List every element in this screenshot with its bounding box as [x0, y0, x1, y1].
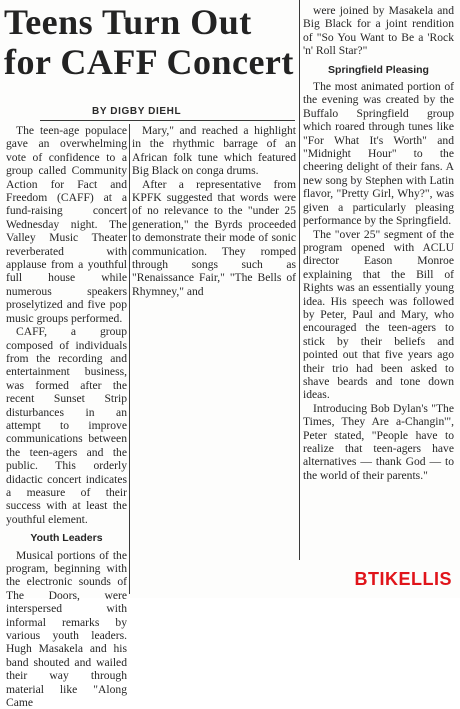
- paragraph: Mary," and reached a highlight in the rhythmic barrage of an African folk tune which featured Big Black on conga drums.: [132, 124, 296, 178]
- paragraph: Introducing Bob Dylan's "The Times, They Are a-Changin'", Peter stated, "People have to realize that teen-agers have alternatives — thank God — to the world of their parents.": [303, 401, 454, 482]
- paragraph: CAFF, a group composed of individuals from the recording and entertainment business, was formed after the recent Sunset Strip disturbances in an attempt to improve communications between the teen-agers and the public. This orderly didactic concert indicates a measure of their success with at least the youthful element.: [6, 325, 127, 526]
- paragraph: The teen-age populace gave an overwhelming vote of confidence to a group called Community Action for Fact and Freedom (CAFF) at a fund-raising concert Wednesday night. The Valley Music Theater reverberated with applause from a youthful full house while numerous speakers proselytized and five pop music groups performed.: [6, 124, 127, 325]
- paragraph: The most animated portion of the evening was created by the Buffalo Springfield group which roared through tunes like "For What It's Worth" and "Midnight Hour" to the cheering delight of their fans. A new song by Stephen with Latin flavor, "Pretty Girl, Why?", was given a particularly pleasing performance by the Springfield.: [303, 80, 454, 228]
- paragraph: were joined by Masakela and Big Black for a joint rendition of "So You Want to Be a 'Rock 'n' Roll Star?": [303, 4, 454, 58]
- headline-line-1: Teens Turn Out: [4, 2, 252, 42]
- headline-line-2: for CAFF Concert: [4, 42, 294, 82]
- headline: [4, 2, 304, 82]
- paragraph: After a representative from KPFK suggested that words were of no relevance to the "under 25 generation," the Byrds proceeded to demonstrate their mode of sonic communication. They romped through songs such as "Renaissance Fair," "The Bells of Rhymney," and: [132, 177, 296, 298]
- column-2: [132, 124, 296, 324]
- column-divider-1: [129, 124, 130, 594]
- paragraph: Musical portions of the program, beginning with the electronic sounds of The Doors, were interspersed with informal remarks by various youth leaders. Hugh Masakela and his band shouted and wailed their way through material like "Along Came: [6, 548, 127, 709]
- subhead-springfield-pleasing: Springfield Pleasing: [328, 63, 429, 76]
- column-3: [303, 4, 454, 559]
- subhead-youth-leaders: Youth Leaders: [30, 532, 103, 545]
- byline: BY DIGBY DIEHL: [92, 106, 182, 117]
- top-divider: [40, 120, 295, 121]
- watermark: BTIKELLIS: [354, 569, 452, 589]
- paragraph: The "over 25" segment of the program opened with ACLU director Eason Monroe explaining that the Bill of Rights was an essentially young idea. His speech was followed by Peter, Paul and Mary, who encouraged the teen-agers to stick by their beliefs and pointed out that five years ago their trio had been asked to shave beards and tone down ideas.: [303, 227, 454, 402]
- column-1: [6, 124, 127, 709]
- column-divider-2: [299, 0, 300, 560]
